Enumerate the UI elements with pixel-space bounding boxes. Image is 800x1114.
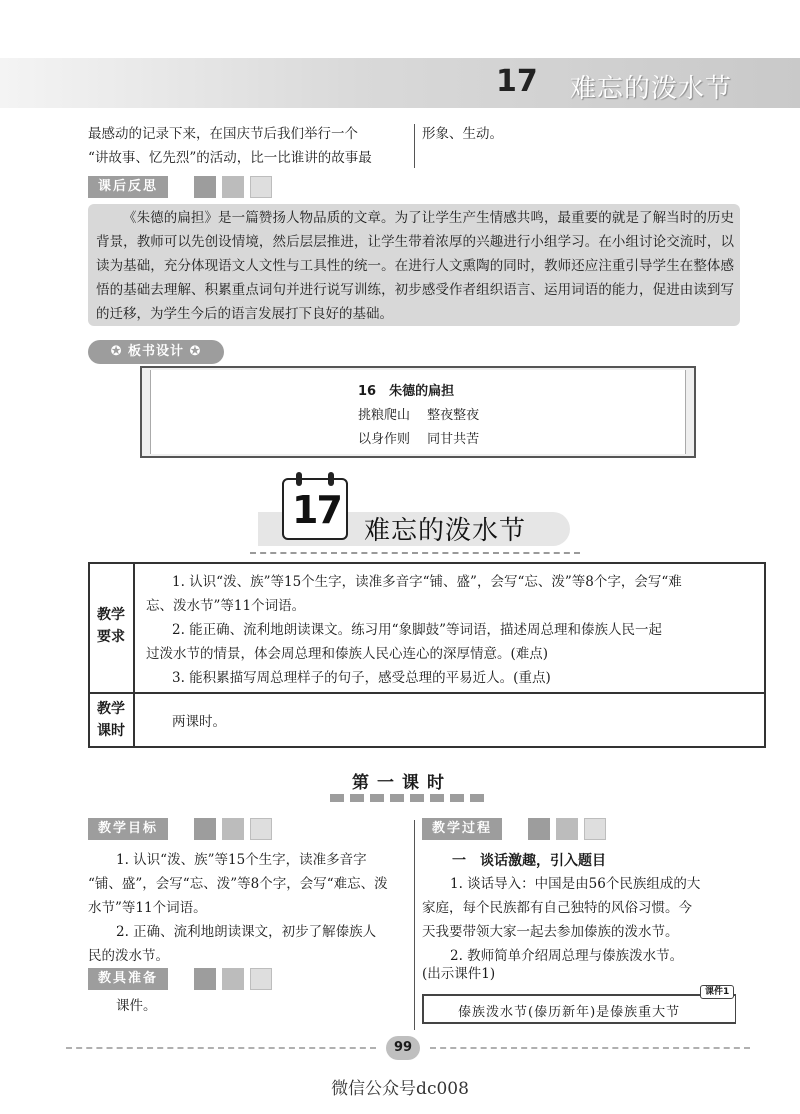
chapter-number: 17 [496, 64, 538, 99]
goal-line: 民的泼水节。 [88, 948, 169, 964]
calendar-ring-icon [328, 472, 334, 486]
table-head-hours: 教学 课时 [97, 701, 125, 739]
requirement-line: 1. 认识“泼、族”等15个生字，读准多音字“铺、盛”，会写“忘、泼”等8个字，会写“难 [172, 574, 682, 590]
goal-line: 水节”等11个词语。 [88, 900, 207, 916]
process-line: (出示课件1) [422, 966, 496, 982]
board-line: 挑粮爬山 整夜整夜 [358, 408, 480, 423]
board-line: 以身作则 同甘共苦 [358, 432, 480, 447]
courseware-tag: 课件1 [700, 985, 734, 999]
requirement-line: 过泼水节的情景，体会周总理和傣族人民心连心的深厚情意。(难点) [146, 646, 549, 662]
period-title-decor [330, 794, 490, 802]
column-divider [414, 820, 415, 1030]
lesson-number: 17 [292, 488, 341, 532]
label-square-decor [250, 818, 272, 840]
table-column-divider [133, 562, 135, 748]
watermark-text: 微信公众号dc008 [331, 1079, 469, 1099]
goal-line: “铺、盛”，会写“忘、泼”等8个字，会写“难忘、泼 [88, 876, 388, 892]
chapter-title: 难忘的泼水节 [570, 74, 733, 104]
courseware-text: 傣族泼水节(傣历新年)是傣族重大节 [458, 1005, 681, 1020]
label-square-decor [194, 968, 216, 990]
page-number: 99 [386, 1036, 420, 1060]
goals-label: 教学目标 [88, 818, 168, 840]
continued-text-line: “讲故事、忆先烈”的活动，比一比谁讲的故事最 [88, 150, 372, 166]
board-design-label: ✪ 板书设计 ✪ [88, 340, 224, 364]
requirement-line: 2. 能正确、流利地朗读课文。练习用“象脚鼓”等词语，描述周总理和傣族人民一起 [172, 622, 662, 638]
label-square-decor [222, 818, 244, 840]
goal-line: 1. 认识“泼、族”等15个生字，读准多音字 [116, 852, 367, 868]
process-line: 1. 谈话导入：中国是由56个民族组成的大 [450, 876, 701, 892]
board-title: 16 朱德的扁担 [358, 384, 455, 399]
requirement-line: 忘、泼水节”等11个词语。 [146, 598, 306, 614]
label-square-decor [222, 968, 244, 990]
label-square-decor [250, 176, 272, 198]
reflection-text: 《朱德的扁担》是一篇赞扬人物品质的文章。为了让学生产生情感共鸣，最重要的就是了解当时的历史背景，教师可以先创设情境，然后层层推进，让学生带着浓厚的兴趣进行小组学习。在小组讨论交流时，以读为基础，充分体现语文人文性与工具性的统一。在进行人文熏陶的同时，教师还应注重引导学生在整体感悟的基础去理解、积累重点词句并进行说写训练，初步感受作者组织语言、运用词语的能力，促进由读到写的迁移，为学生今后的语言发展打下良好的基础。 [88, 204, 740, 326]
label-square-decor [528, 818, 550, 840]
label-square-decor [222, 176, 244, 198]
label-square-decor [584, 818, 606, 840]
calendar-ring-icon [296, 472, 302, 486]
teaching-hours-value: 两课时。 [172, 714, 226, 730]
process-line: 家庭，每个民族都有自己独特的风俗习惯。今 [422, 900, 692, 916]
process-label: 教学过程 [422, 818, 502, 840]
title-dash-divider [250, 552, 580, 554]
lesson-title: 难忘的泼水节 [364, 516, 527, 546]
footer-dash-left [66, 1047, 376, 1049]
label-square-decor [194, 818, 216, 840]
prep-label: 教具准备 [88, 968, 168, 990]
prep-text: 课件。 [116, 998, 157, 1014]
period-title: 第一课时 [352, 773, 452, 793]
process-line: 天我要带领大家一起去参加傣族的泼水节。 [422, 924, 679, 940]
label-square-decor [194, 176, 216, 198]
process-line: 2. 教师简单介绍周总理与傣族泼水节。 [450, 948, 684, 964]
process-subheading: 一 谈话激趣，引入题目 [452, 853, 606, 869]
label-square-decor [250, 968, 272, 990]
continued-text-line: 最感动的记录下来，在国庆节后我们举行一个 [88, 126, 358, 142]
reflection-label: 课后反思 [88, 176, 168, 198]
footer-dash-right [430, 1047, 750, 1049]
table-row-divider [88, 692, 766, 694]
label-square-decor [556, 818, 578, 840]
column-divider [414, 124, 415, 168]
goal-line: 2. 正确、流利地朗读课文，初步了解傣族人 [116, 924, 377, 940]
requirement-line: 3. 能积累描写周总理样子的句子，感受总理的平易近人。(重点) [172, 670, 551, 686]
continued-text-right: 形象、生动。 [422, 126, 503, 142]
table-head-requirements: 教学 要求 [97, 607, 125, 645]
